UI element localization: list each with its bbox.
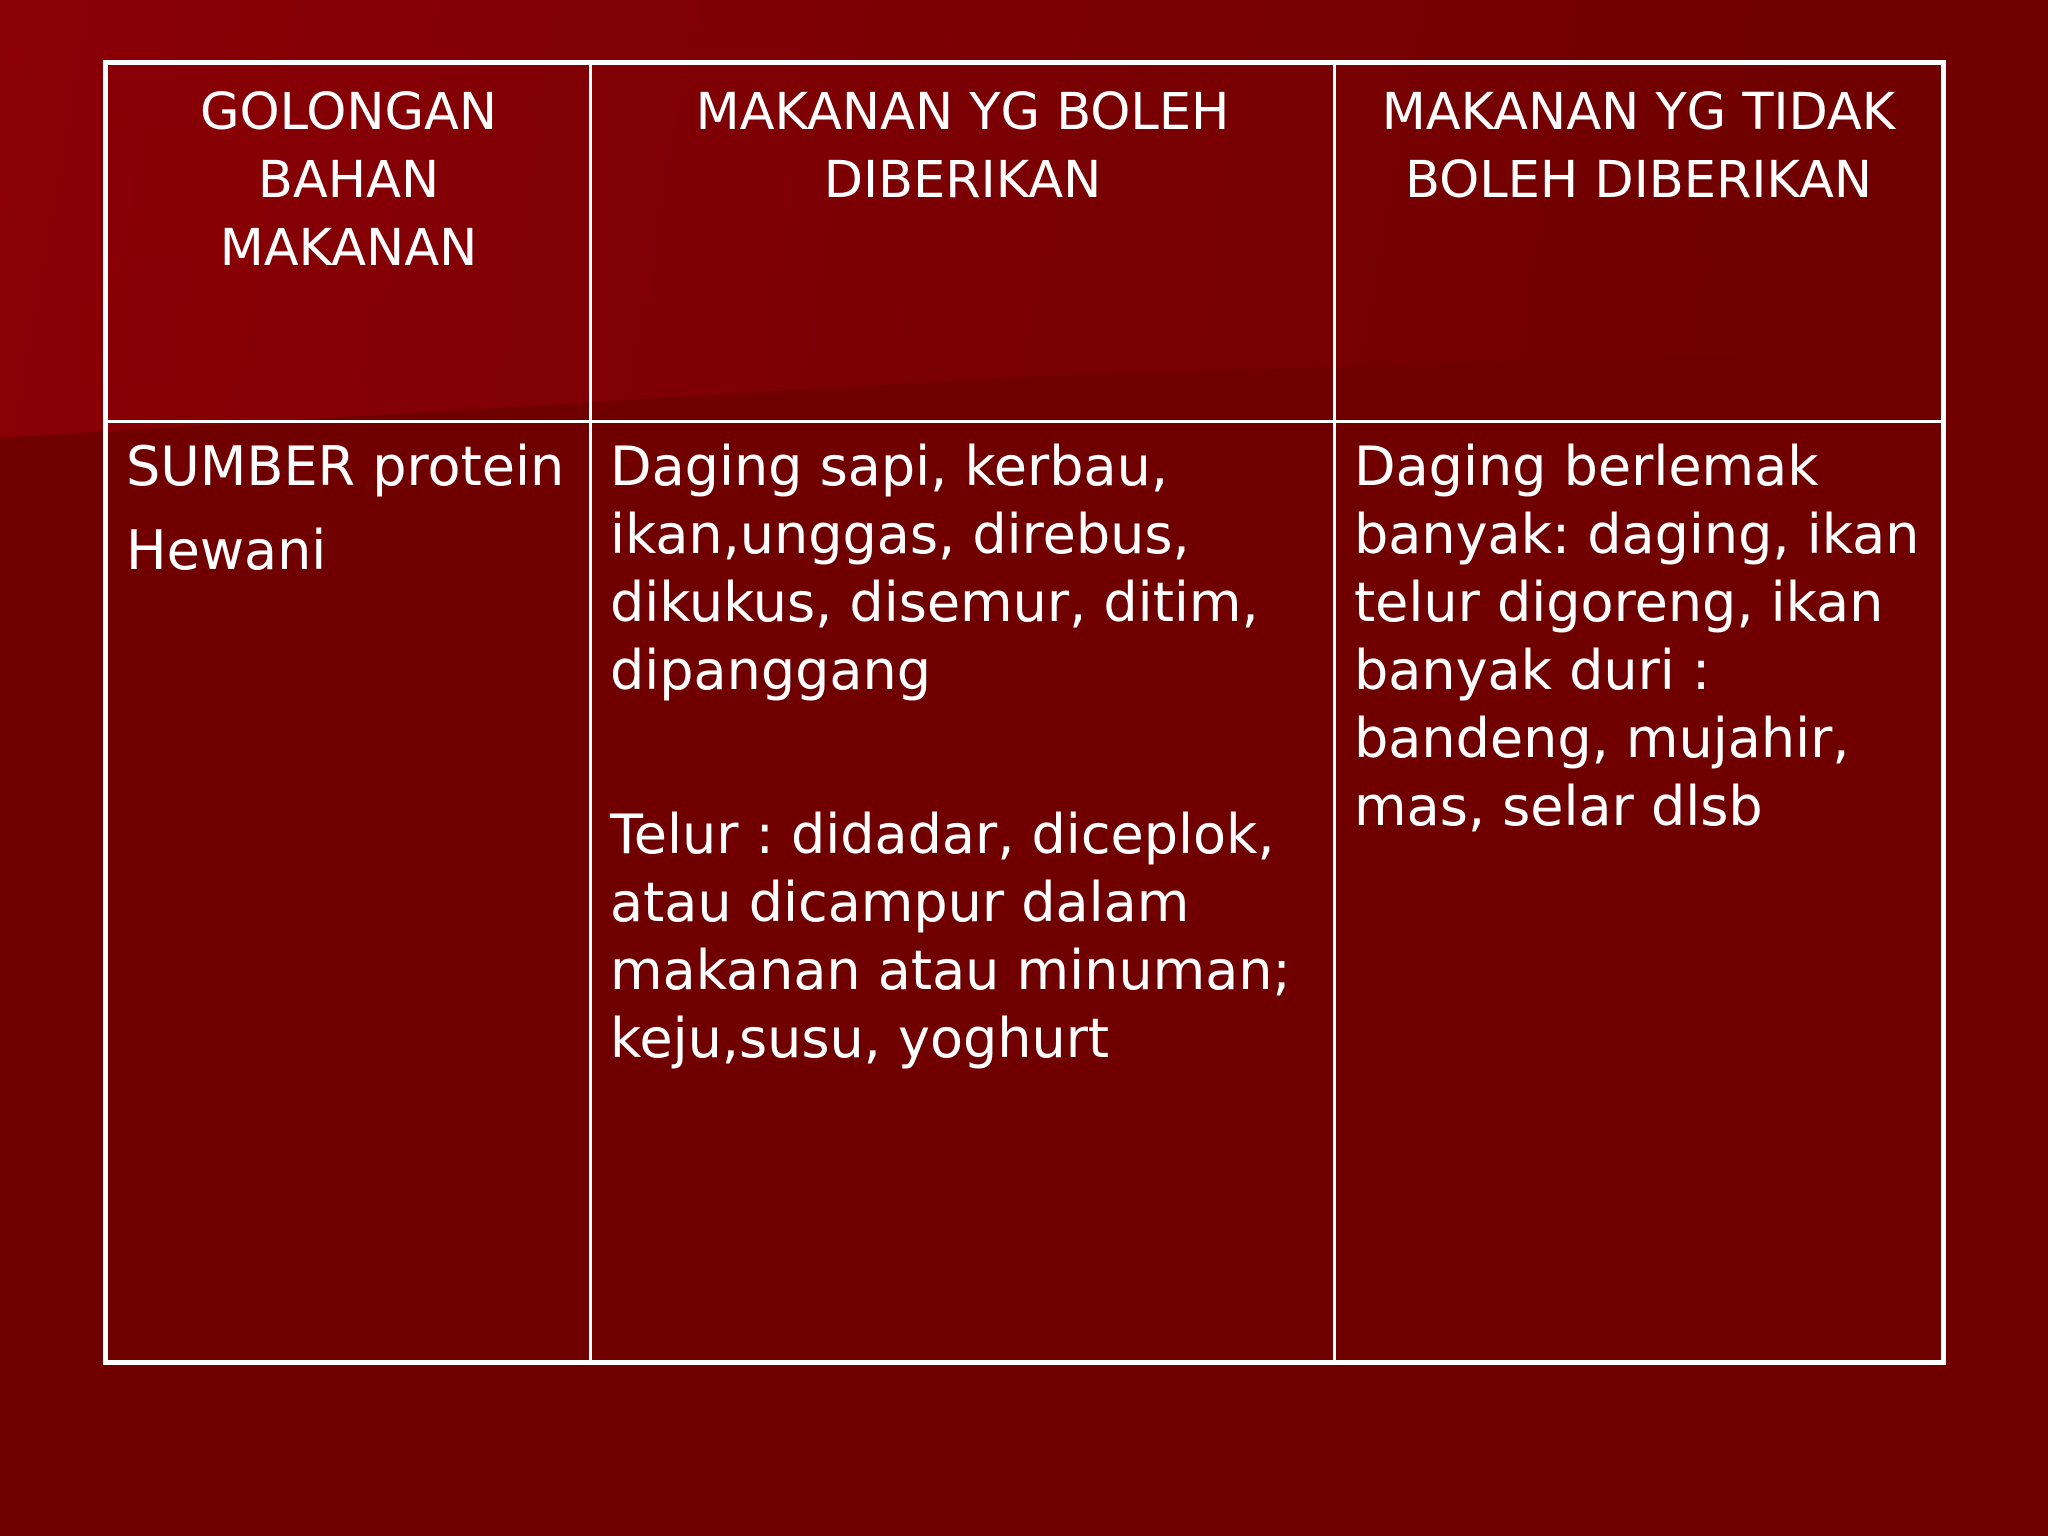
not-allowed-line: bandeng, mujahir,	[1354, 707, 1850, 770]
allowed-line: ikan,unggas, direbus,	[610, 503, 1190, 566]
food-table	[103, 60, 1946, 1365]
not-allowed-line: Daging berlemak	[1354, 435, 1819, 498]
header-not-allowed-food: MAKANAN YG TIDAK BOLEH DIBERIKAN	[1336, 65, 1941, 423]
cell-allowed-food	[592, 423, 1336, 1360]
cell-not-allowed-food	[1336, 423, 1941, 1360]
allowed-line: dipanggang	[610, 639, 932, 702]
allowed-line: Telur : didadar, diceplok,	[610, 803, 1275, 866]
allowed-line: Daging sapi, kerbau,	[610, 435, 1168, 498]
paragraph-gap	[610, 705, 1315, 801]
food-group-line: Hewani	[126, 519, 327, 582]
allowed-line: makanan atau minuman;	[610, 939, 1291, 1002]
allowed-line: dikukus, disemur, ditim,	[610, 571, 1259, 634]
header-allowed-food: MAKANAN YG BOLEH DIBERIKAN	[592, 65, 1336, 423]
cell-food-group	[108, 423, 592, 1360]
allowed-line: keju,susu, yoghurt	[610, 1007, 1110, 1070]
not-allowed-line: mas, selar dlsb	[1354, 775, 1763, 838]
line-gap	[126, 501, 571, 517]
allowed-line: atau dicampur dalam	[610, 871, 1190, 934]
not-allowed-line: banyak: daging, ikan	[1354, 503, 1920, 566]
food-group-line: SUMBER protein	[126, 435, 565, 498]
not-allowed-line: banyak duri :	[1354, 639, 1711, 702]
header-food-group: GOLONGAN BAHAN MAKANAN	[108, 65, 592, 423]
not-allowed-line: telur digoreng, ikan	[1354, 571, 1884, 634]
